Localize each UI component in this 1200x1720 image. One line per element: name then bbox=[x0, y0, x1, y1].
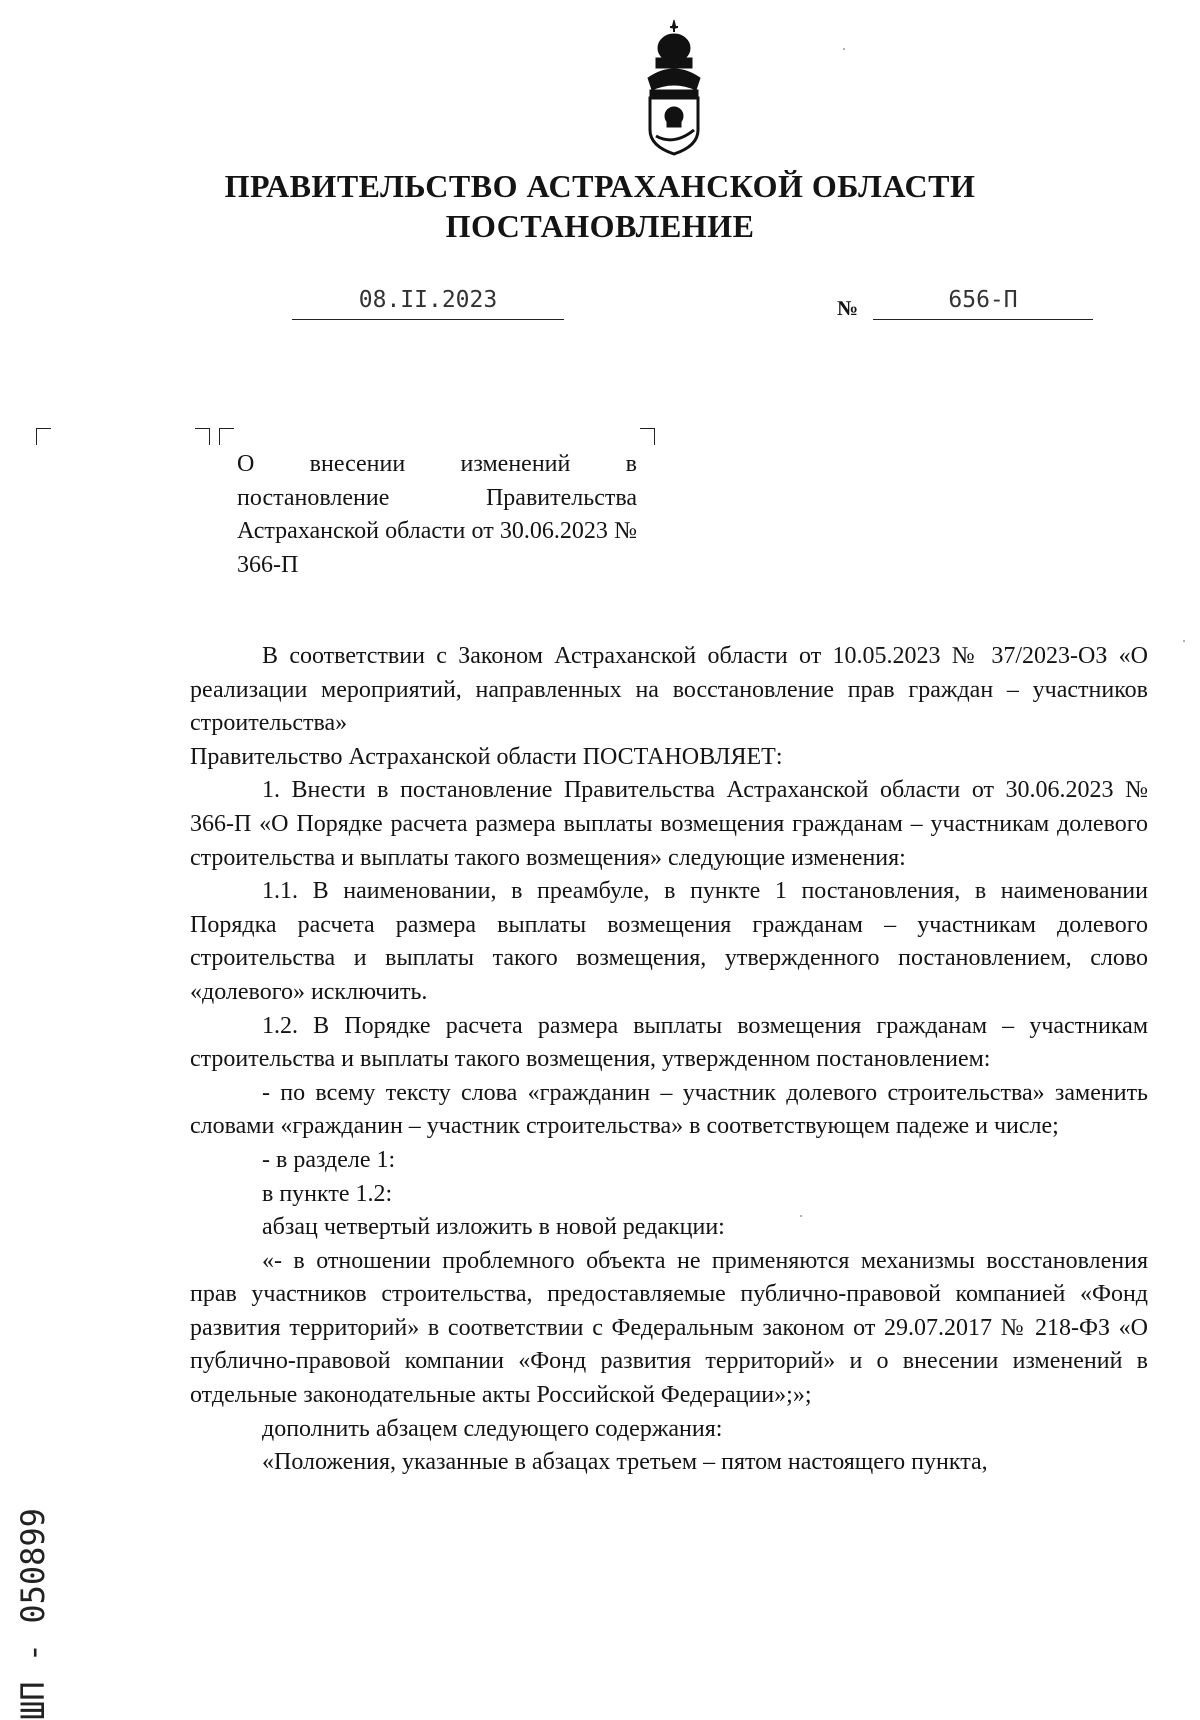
preamble-paragraph: В соответствии с Законом Астраханской области от 10.05.2023 № 37/2023-ОЗ «О реализации мероприятий, направленных на восстановление прав граждан – участников строительства» bbox=[190, 643, 1148, 737]
number-underline bbox=[873, 319, 1093, 320]
coat-of-arms-emblem bbox=[636, 18, 712, 158]
date-underline bbox=[292, 319, 564, 320]
document-type: ПОСТАНОВЛЕНИЕ bbox=[445, 208, 755, 244]
document-title: О внесении изменений в постановление Правительства Астраханской области от 30.06.2023 № 366-П bbox=[237, 451, 637, 578]
provisions-paragraph: «Положения, указанные в абзацах третьем – пятом настоящего пункта, bbox=[262, 1449, 988, 1476]
replace-text-paragraph: - по всему тексту слова «гражданин – участник долевого строительства» заменить словами «гражданин – участник строительства» в соответствующем падеже и числе; bbox=[190, 1079, 1148, 1140]
scan-speck bbox=[843, 48, 845, 50]
document-date: 08.II.2023 bbox=[358, 287, 498, 313]
scan-speck bbox=[800, 1215, 802, 1217]
side-stamp-number: ШП - 050899 bbox=[14, 1508, 52, 1720]
abzac-paragraph: абзац четвертый изложить в новой редакции: bbox=[262, 1214, 725, 1241]
document-body bbox=[190, 640, 1148, 1480]
number-sign: № bbox=[837, 296, 859, 320]
new-edition-paragraph: «- в отношении проблемного объекта не применяются механизмы восстановления прав участников строительства, предоставляемые публично-правовой компанией «Фонд развития территорий» в соответствии с Федеральным законом от 29.07.2017 № 218-ФЗ «О публично-правовой компании «Фонд развития территорий» и о внесении изменений в отдельные законодательные акты Российской Федерации»;»; bbox=[190, 1247, 1148, 1409]
corner-mark-title-b bbox=[219, 428, 234, 445]
corner-mark-left bbox=[36, 428, 51, 445]
organization-name: ПРАВИТЕЛЬСТВО АСТРАХАНСКОЙ ОБЛАСТИ bbox=[224, 168, 976, 204]
scan-speck bbox=[1183, 640, 1185, 642]
item-1-1-paragraph: 1.1. В наименовании, в преамбуле, в пункте 1 постановления, в наименовании Порядка расчета размера выплаты возмещения гражданам – участникам долевого строительства и выплаты такого возмещения, утвержденного постановлением, слово «долевого» исключить. bbox=[190, 878, 1148, 1005]
item-1-paragraph: 1. Внести в постановление Правительства Астраханской области от 30.06.2023 № 366-П «О Порядке расчета размера выплаты возмещения гражданам – участникам долевого строительства и выплаты такого возмещения» следующие изменения: bbox=[190, 777, 1148, 871]
clause-1-2-paragraph: в пункте 1.2: bbox=[262, 1180, 393, 1207]
corner-mark-title-a bbox=[195, 428, 210, 445]
document-number: 656-П bbox=[948, 287, 1018, 313]
resolves-paragraph: Правительство Астраханской области ПОСТАНОВЛЯЕТ: bbox=[190, 743, 783, 770]
supplement-paragraph: дополнить абзацем следующего содержания: bbox=[262, 1415, 723, 1442]
section-1-paragraph: - в разделе 1: bbox=[262, 1146, 396, 1173]
item-1-2-paragraph: 1.2. В Порядке расчета размера выплаты возмещения гражданам – участникам строительства и выплаты такого возмещения, утвержденном постановлением: bbox=[190, 1012, 1148, 1073]
corner-mark-title-right bbox=[640, 428, 655, 445]
